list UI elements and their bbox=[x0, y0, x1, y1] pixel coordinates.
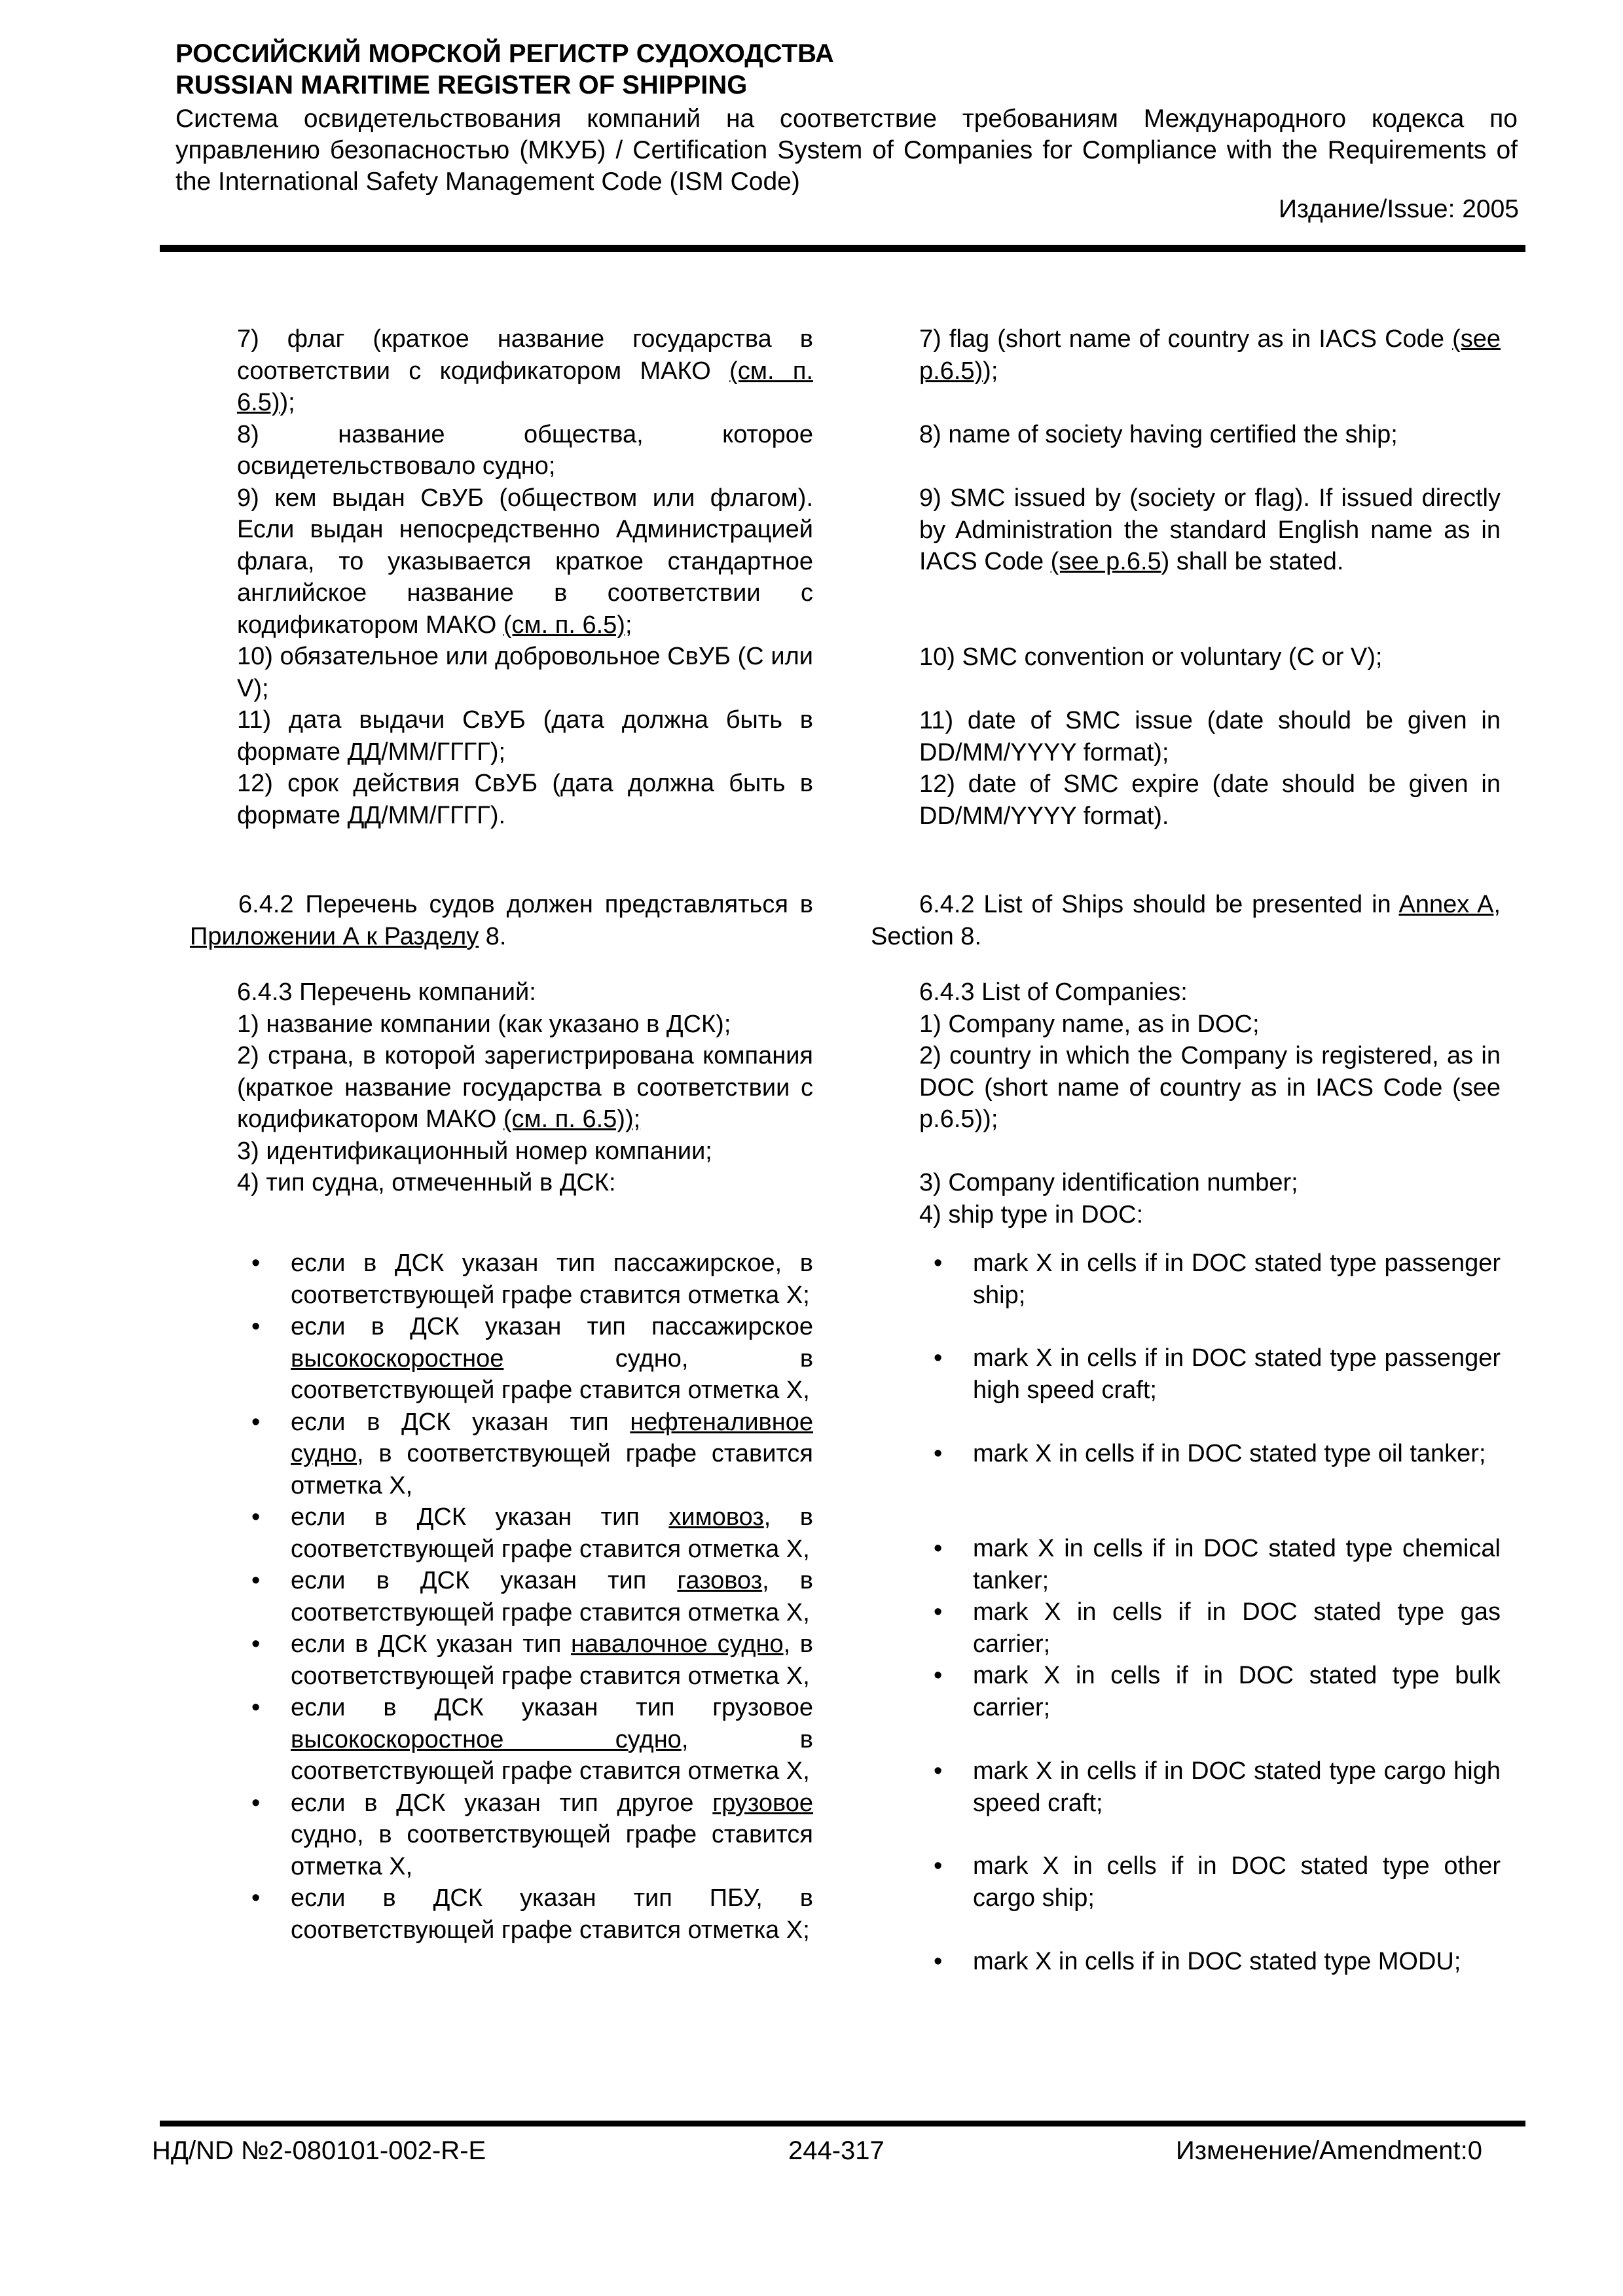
list-item: • mark X in cells if in DOC stated type bulk carrier; bbox=[919, 1660, 1501, 1723]
section-642-en: 6.4.2 List of Ships should be presented in Annex A, Section 8. bbox=[871, 891, 1501, 950]
list-item: • если в ДСК указан тип другое грузовое судно, в соответствующей графе ставится отметка X, bbox=[237, 1787, 813, 1883]
list-item: • mark X in cells if in DOC stated type cargo high speed craft; bbox=[919, 1755, 1501, 1819]
list-item: • mark X in cells if in DOC stated type passenger high speed craft; bbox=[919, 1342, 1501, 1406]
list-item: • mark X in cells if in DOC stated type chemical tanker; bbox=[919, 1533, 1501, 1596]
page-number: 244-317 bbox=[788, 2136, 884, 2165]
item-ru-8: 8) название общества, которое освидетельствовало судно; bbox=[237, 420, 813, 480]
register-title-ru: РОССИЙСКИЙ МОРСКОЙ РЕГИСТР СУДОХОДСТВА bbox=[175, 39, 834, 68]
list-item: • если в ДСК указан тип грузовое высокоскоростное судно, в соответствующей графе ставится отметка X, bbox=[237, 1692, 813, 1787]
footer-divider bbox=[160, 2121, 1525, 2126]
list-item: • если в ДСК указан тип химовоз, в соответствующей графе ставится отметка X, bbox=[237, 1501, 813, 1565]
amendment-label: Изменение/Amendment:0 bbox=[1176, 2136, 1482, 2165]
list-item: • если в ДСК указан тип газовоз, в соответствующей графе ставится отметка X, bbox=[237, 1565, 813, 1628]
ref-link[interactable]: (см. п. 6.5); bbox=[503, 611, 632, 639]
list-item: • mark X in cells if in DOC stated type gas carrier; bbox=[919, 1596, 1501, 1660]
list-item: • mark X in cells if in DOC stated type MODU; bbox=[919, 1946, 1501, 1978]
list-item: • если в ДСК указан тип нефтеналивное судно, в соответствующей графе ставится отметка X, bbox=[237, 1407, 813, 1502]
item-en-9: 9) SMC issued by (society or flag). If issued directly by Administration the standard English name as in IACS Code (see p.6.5) shall be stated. bbox=[919, 484, 1501, 575]
list-item: • если в ДСК указан тип пассажирское, в соответствующей графе ставится отметка X; bbox=[237, 1247, 813, 1311]
register-title-en: RUSSIAN MARITIME REGISTER OF SHIPPING bbox=[175, 71, 748, 99]
ship-type-list-en bbox=[919, 1247, 1501, 1311]
system-subtitle: Система освидетельствования компаний на соответствие требованиям Международного кодекса по управлению безопасностью (МКУБ) / Certification System of Companies for Compliance with the Requirements of the International Safety Management Code (ISM Code) bbox=[175, 105, 1518, 196]
list-item: • если в ДСК указан тип пассажирское высокоскоростное судно, в соответствующей графе ставится отметка X, bbox=[237, 1311, 813, 1407]
section-643-heading: 6.4.3 List of Companies: bbox=[919, 978, 1188, 1006]
section-643-ru: 6.4.3 Перечень компаний: 1) название компании (как указано в ДСК); 2) страна, в которой зарегистрирована компания (краткое название государства в соответствии с кодификатором МАКО (см. п. 6.5)); 3) идентификационный номер компании; 4) тип судна, отмеченный в ДСК: bbox=[237, 977, 813, 1199]
ref-link[interactable]: (см. п. 6.5)); bbox=[503, 1105, 641, 1133]
section-642-ru: 6.4.2 Перечень судов должен представляться в Приложении А к Разделу 8. bbox=[190, 891, 813, 950]
ref-link[interactable]: (see p.6.5) bbox=[919, 325, 1501, 385]
page-header bbox=[175, 38, 1518, 198]
annex-link[interactable]: Приложении А к Разделу bbox=[190, 922, 479, 950]
section-643-heading: 6.4.3 Перечень компаний: bbox=[237, 978, 536, 1006]
item-en-10: 10) SMC convention or voluntary (C or V); bbox=[919, 643, 1383, 671]
list-item: • если в ДСК указан тип ПБУ, в соответствующей графе ставится отметка X; bbox=[237, 1882, 813, 1946]
item-en-11-12: 11) date of SMC issue (date should be given in DD/MM/YYYY format); 12) date of SMC expire (date should be given in DD/MM/YYYY format). bbox=[919, 707, 1501, 830]
list-item: • mark X in cells if in DOC stated type other cargo ship; bbox=[919, 1850, 1501, 1914]
document-number: НД/ND №2-080101-002-R-E bbox=[152, 2136, 486, 2165]
item-en-7: 7) flag (short name of country as in IACS Code (see p.6.5)); bbox=[919, 325, 1501, 385]
item-ru-10: 10) обязательное или добровольное СвУБ (С или V); bbox=[237, 643, 813, 702]
item-ru-7: 7) флаг (краткое название государства в соответствии с кодификатором МАКО (см. п. 6.5)); bbox=[237, 325, 814, 416]
ref-link[interactable]: (см. п. 6.5) bbox=[237, 357, 814, 416]
ship-type-list-ru bbox=[237, 1247, 813, 1946]
list-item: • mark X in cells if in DOC stated type oil tanker; bbox=[919, 1438, 1501, 1470]
issue-label: Издание/Issue: 2005 bbox=[1279, 195, 1519, 223]
items-ru bbox=[237, 323, 813, 831]
item-ru-12: 12) срок действия СвУБ (дата должна быть в формате ДД/ММ/ГГГГ). bbox=[237, 770, 813, 829]
annex-link[interactable]: Annex A bbox=[1398, 891, 1494, 918]
section-643-en-tail: 3) Company identification number; 4) ship type in DOC: bbox=[919, 1169, 1298, 1229]
item-ru-9: 9) кем выдан СвУБ (обществом или флагом). Если выдан непосредственно Администрацией флага, то указывается краткое стандартное английское название в соответствии с кодификатором МАКО (см. п. 6.5); bbox=[237, 484, 813, 639]
list-item: • если в ДСК указан тип навалочное судно, в соответствующей графе ставится отметка X, bbox=[237, 1628, 813, 1692]
list-item: • mark X in cells if in DOC stated type passenger ship; bbox=[919, 1247, 1501, 1311]
header-divider bbox=[160, 245, 1525, 252]
ref-link[interactable]: (see p.6.5 bbox=[1050, 548, 1161, 575]
item-ru-11: 11) дата выдачи СвУБ (дата должна быть в формате ДД/ММ/ГГГГ); bbox=[237, 706, 813, 766]
section-643-en: 6.4.3 List of Companies: 1) Company name, as in DOC; 2) country in which the Company is registered, as in DOC (short name of country as in IACS Code (see p.6.5)); bbox=[919, 977, 1501, 1136]
item-en-8: 8) name of society having certified the ship; bbox=[919, 421, 1398, 448]
